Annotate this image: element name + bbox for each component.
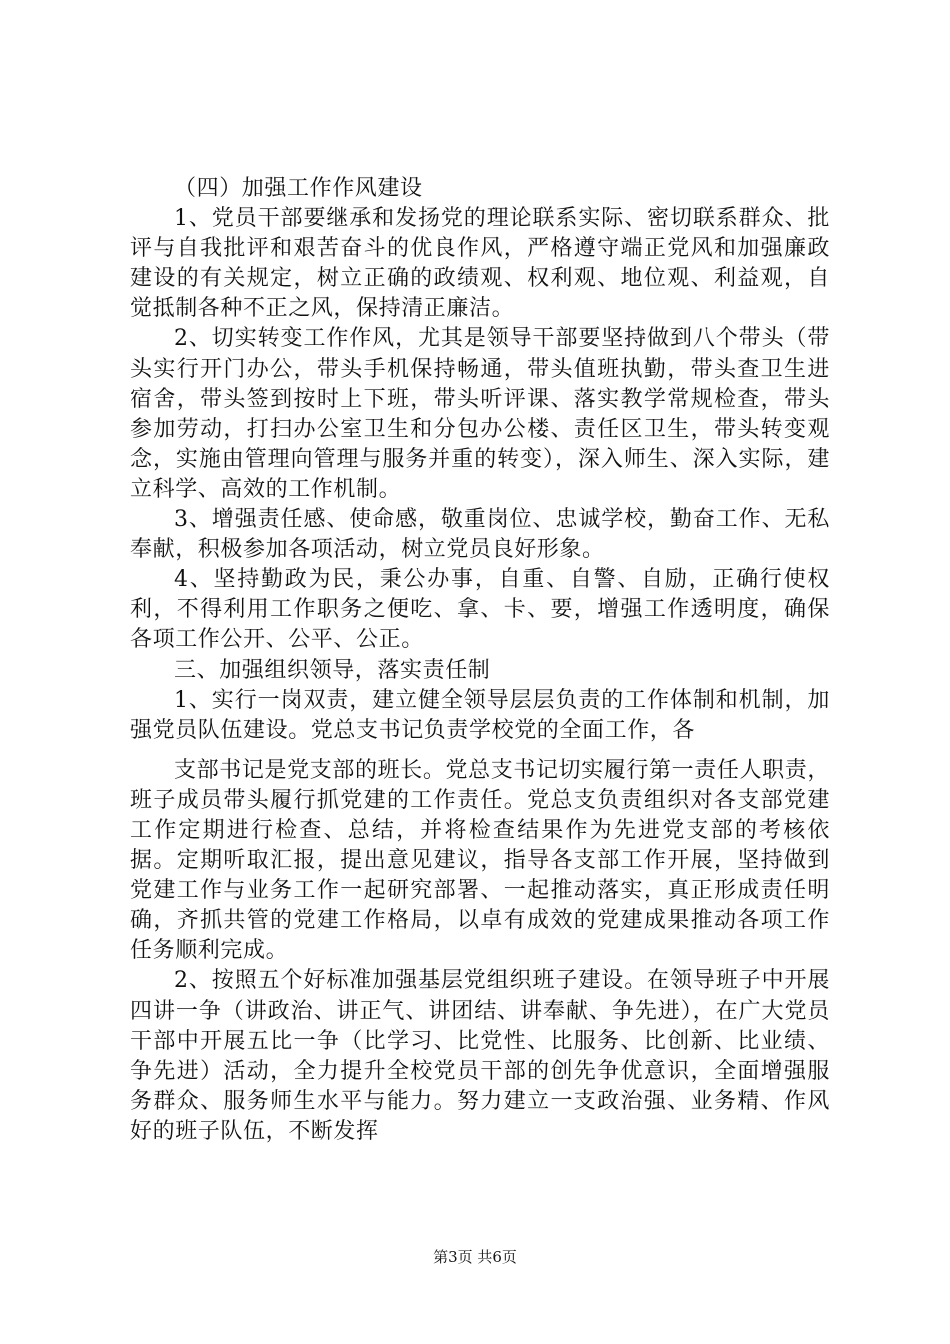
paragraph-5: 1、实行一岗双责，建立健全领导层层负责的工作体制和机制，加强党员队伍建设。党总支书记负责学校党的全面工作，各 (130, 687, 830, 743)
paragraph-7: 2、按照五个好标准加强基层党组织班子建设。在领导班子中开展四讲一争（讲政治、讲正气、讲团结、讲奉献、争先进），在广大党员干部中开展五比一争（比学习、比党性、比服务、比创新、比业绩、争先进）活动，全力提升全校党员干部的创先争优意识，全面增强服务群众、服务师生水平与能力。努力建立一支政治强、业务精、作风好的班子队伍，不断发挥 (130, 968, 830, 1144)
section-heading-work-style: （四）加强工作作风建设 (174, 176, 423, 201)
paragraph-3: 3、增强责任感、使命感，敬重岗位、忠诚学校，勤奋工作、无私奉献，积极参加各项活动，树立党员良好形象。 (130, 507, 830, 563)
paragraph-4: 4、坚持勤政为民，秉公办事，自重、自警、自励，正确行使权利，不得利用工作职务之便吃、拿、卡、要，增强工作透明度，确保各项工作公开、公平、公正。 (130, 567, 830, 653)
page-number-footer: 第3页 共6页 (433, 1248, 517, 1266)
paragraph-2: 2、切实转变工作作风，尤其是领导干部要坚持做到八个带头（带头实行开门办公，带头手机保持畅通，带头值班执勤，带头查卫生进宿舍，带头签到按时上下班，带头听评课、落实教学常规检查，带头参加劳动，打扫办公室卫生和分包办公楼、责任区卫生，带头转变观念，实施由管理向管理与服务并重的转变），深入师生、深入实际，建立科学、高效的工作机制。 (130, 326, 830, 502)
document-body (130, 174, 830, 1147)
section-heading-leadership: 三、加强组织领导，落实责任制 (174, 657, 491, 683)
paragraph-6: 支部书记是党支部的班长。党总支书记切实履行第一责任人职责，班子成员带头履行抓党建的工作责任。党总支负责组织对各支部党建工作定期进行检查、总结，并将检查结果作为先进党支部的考核依据。定期听取汇报，提出意见建议，指导各支部工作开展，坚持做到党建工作与业务工作一起研究部署、一起推动落实，真正形成责任明确，齐抓共管的党建工作格局，以卓有成效的党建成果推动各项工作任务顺利完成。 (130, 757, 830, 964)
paragraph-1: 1、党员干部要继承和发扬党的理论联系实际、密切联系群众、批评与自我批评和艰苦奋斗的优良作风，严格遵守端正党风和加强廉政建设的有关规定，树立正确的政绩观、权利观、地位观、利益观，自觉抵制各种不正之风，保持清正廉洁。 (130, 206, 830, 322)
